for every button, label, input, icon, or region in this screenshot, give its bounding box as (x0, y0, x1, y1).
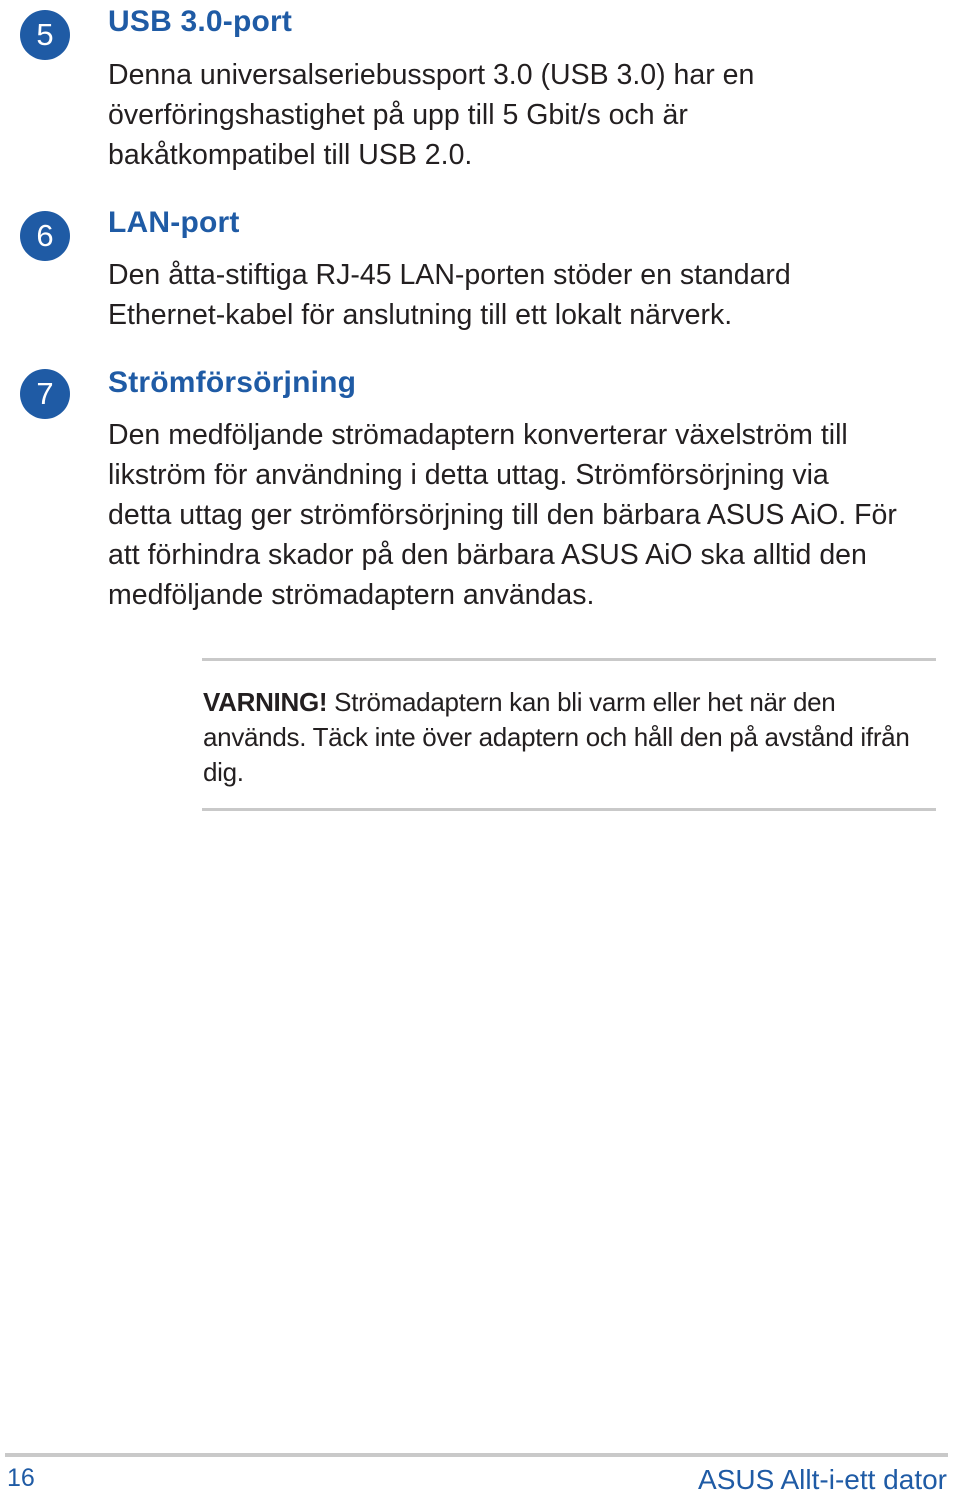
step-number: 6 (36, 218, 54, 253)
warning-label: VARNING! (203, 687, 328, 717)
section-body-lan-port (108, 255, 938, 335)
body-line: att förhindra skador på den bärbara ASUS AiO ska alltid den (108, 539, 867, 571)
body-line: bakåtkompatibel till USB 2.0. (108, 139, 473, 171)
body-line: Ethernet-kabel för anslutning till ett lokalt närverk. (108, 299, 733, 331)
warning-line: används. Täck inte över adaptern och håll den på avstånd ifrån (203, 722, 910, 752)
body-line: likström för användning i detta uttag. Strömförsörjning via (108, 459, 829, 491)
page-number: 16 (7, 1464, 35, 1492)
step-number: 5 (36, 17, 54, 52)
step-number-badge-7 (20, 369, 70, 419)
step-number-badge-6 (20, 211, 70, 261)
step-number-badge-5 (20, 10, 70, 60)
body-line: detta uttag ger strömförsörjning till den bärbara ASUS AiO. För (108, 499, 897, 531)
document-title: ASUS Allt-i-ett dator (698, 1464, 947, 1495)
body-line: Denna universalseriebussport 3.0 (USB 3.0) har en (108, 59, 755, 91)
body-line: Den medföljande strömadaptern konverterar växelström till (108, 419, 848, 451)
section-heading-usb-port: USB 3.0-port (108, 5, 293, 38)
warning-line: dig. (203, 757, 244, 787)
body-line: medföljande strömadaptern användas. (108, 579, 595, 611)
warning-line: Strömadaptern kan bli varm eller het när den (327, 687, 836, 717)
warning-bottom-divider (202, 808, 936, 811)
step-number: 7 (36, 376, 54, 411)
section-body-usb-port (108, 55, 938, 175)
section-heading-lan-port: LAN-port (108, 206, 240, 239)
warning-top-divider (202, 658, 936, 661)
section-heading-power: Strömförsörjning (108, 366, 357, 399)
warning-note (203, 685, 933, 790)
section-body-power (108, 415, 938, 615)
body-line: Den åtta-stiftiga RJ-45 LAN-porten stöder en standard (108, 259, 791, 291)
footer-divider (5, 1453, 948, 1457)
body-line: överföringshastighet på upp till 5 Gbit/s och är (108, 99, 688, 131)
